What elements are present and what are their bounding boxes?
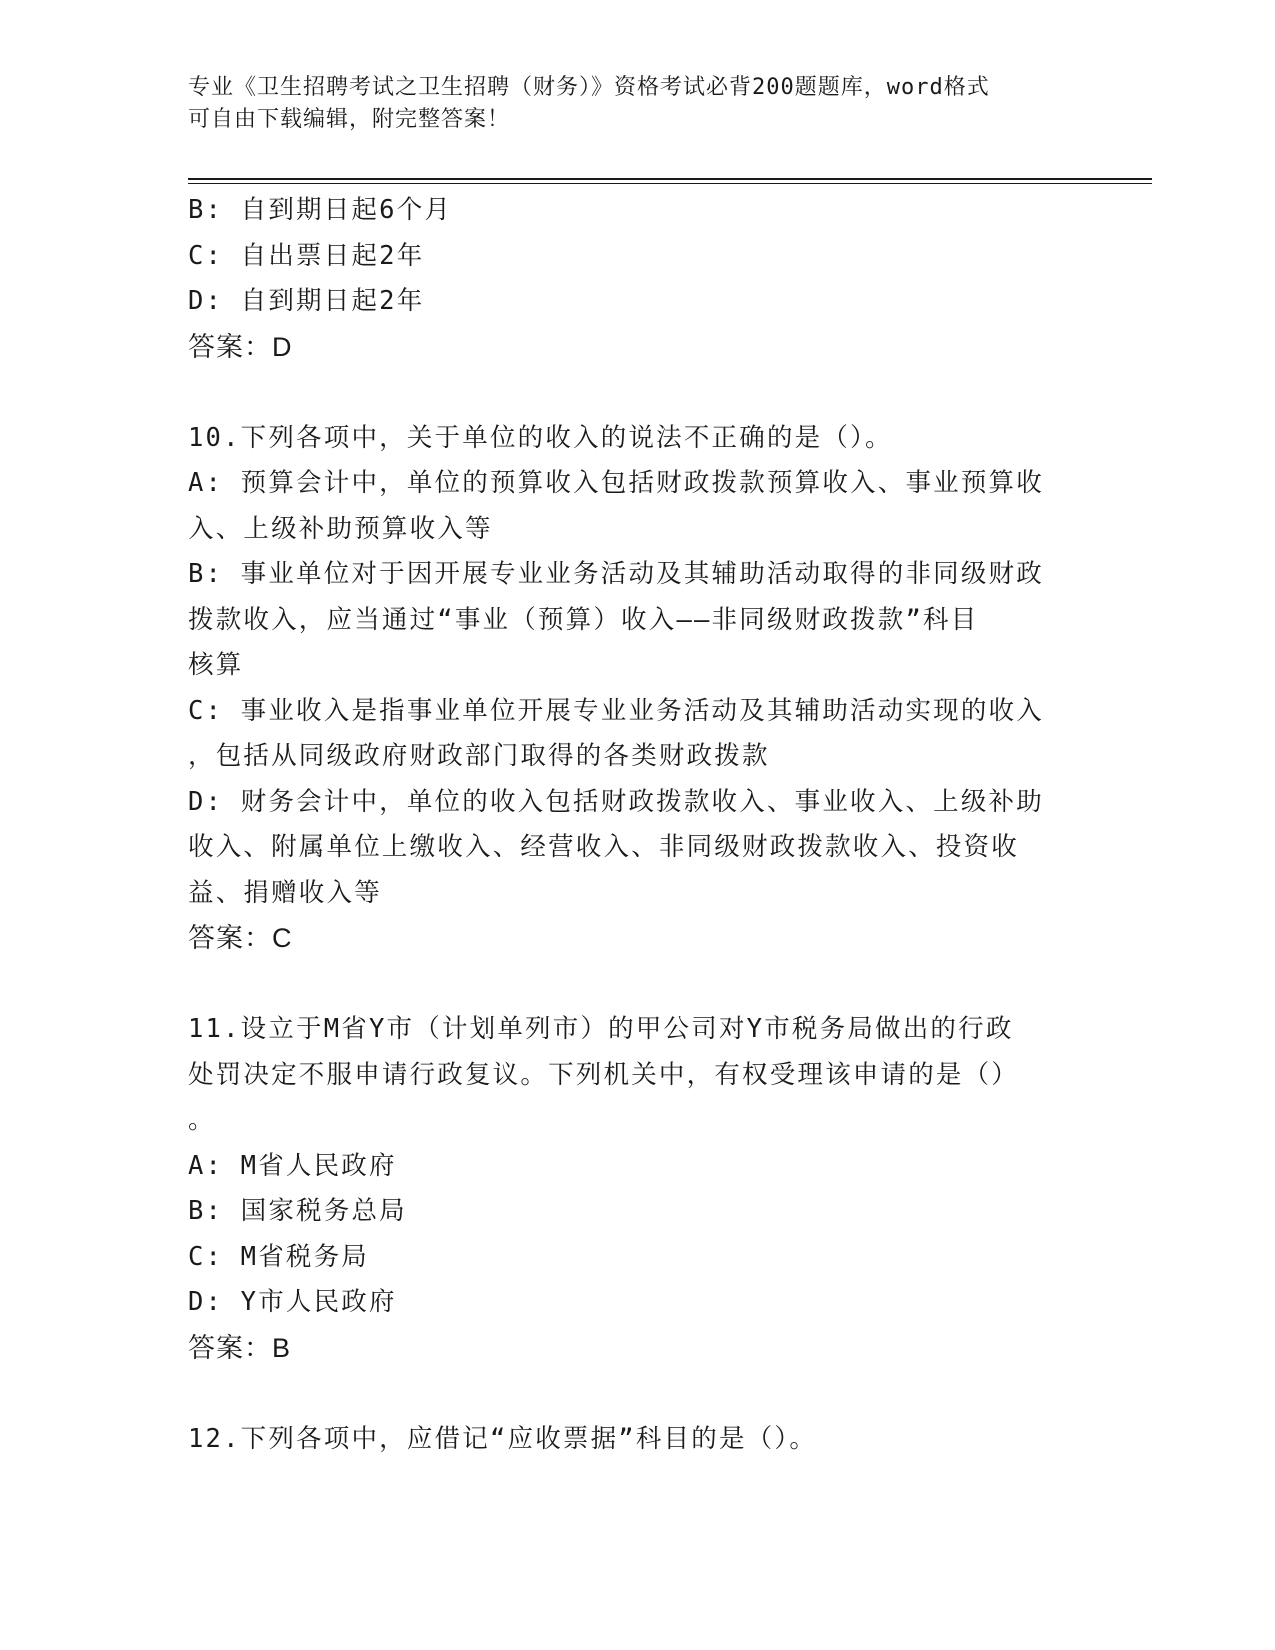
q10-answer: 答案：C (188, 923, 293, 953)
q11-option-d: D: Y市人民政府 (188, 1287, 397, 1317)
spacer (188, 1371, 1088, 1417)
q11-option-a: A: M省人民政府 (188, 1150, 397, 1181)
q10-option-d-line-1: D: 财务会计中，单位的收入包括财政拨款收入、事业收入、上级补助 (188, 786, 1044, 817)
q10-option-b-line-2: 拨款收入，应当通过“事业（预算）收入——非同级财政拨款”科目 (188, 604, 979, 635)
q10-option-b-line-3: 核算 (188, 650, 244, 680)
q10-option-b-line-1: B: 事业单位对于因开展专业业务活动及其辅助活动取得的非同级财政 (188, 559, 1044, 589)
question-10 (188, 416, 1088, 962)
question-9-continued (188, 188, 1088, 370)
document-header (188, 72, 1088, 136)
q11-stem-line-2: 处罚决定不服申请行政复议。下列机关中，有权受理该申请的是（） (188, 1059, 1020, 1090)
q10-option-d-line-3: 益、捐赠收入等 (188, 877, 382, 908)
q11-option-b: B: 国家税务总局 (188, 1196, 407, 1226)
header-divider-thick (188, 178, 1152, 180)
header-line-2: 可自由下载编辑，附完整答案！ (188, 107, 511, 132)
q11-option-c: C: M省税务局 (188, 1241, 370, 1272)
q11-answer: 答案：B (188, 1332, 292, 1363)
q10-option-a-line-1: A: 预算会计中，单位的预算收入包括财政拨款预算收入、事业预算收 (188, 468, 1044, 498)
header-divider-thin (188, 183, 1152, 184)
q10-option-d-line-2: 收入、附属单位上缴收入、经营收入、非同级财政拨款收入、投资收 (188, 832, 1020, 862)
document-body (188, 188, 1088, 1462)
q10-stem: 10.下列各项中，关于单位的收入的说法不正确的是（）。 (188, 422, 893, 453)
q10-option-c-line-1: C: 事业收入是指事业单位开展专业业务活动及其辅助活动实现的收入 (188, 695, 1044, 726)
q9-option-b: B: 自到期日起6个月 (188, 195, 453, 225)
q11-stem-line-3: 。 (188, 1105, 216, 1135)
header-line-1: 专业《卫生招聘考试之卫生招聘（财务）》资格考试必背200题题库，word格式 (188, 75, 990, 100)
spacer (188, 370, 1088, 416)
q12-stem: 12.下列各项中，应借记“应收票据”科目的是（）。 (188, 1423, 818, 1454)
spacer (188, 962, 1088, 1008)
q11-stem-line-1: 11.设立于M省Y市（计划单列市）的甲公司对Y市税务局做出的行政 (188, 1014, 1014, 1044)
question-11 (188, 1007, 1088, 1371)
q10-option-a-line-2: 入、上级补助预算收入等 (188, 513, 493, 544)
q9-option-c: C: 自出票日起2年 (188, 240, 425, 271)
q9-answer: 答案：D (188, 331, 293, 362)
question-12 (188, 1417, 1088, 1463)
q9-option-d: D: 自到期日起2年 (188, 286, 425, 316)
q10-option-c-line-2: ，包括从同级政府财政部门取得的各类财政拨款 (188, 741, 770, 771)
